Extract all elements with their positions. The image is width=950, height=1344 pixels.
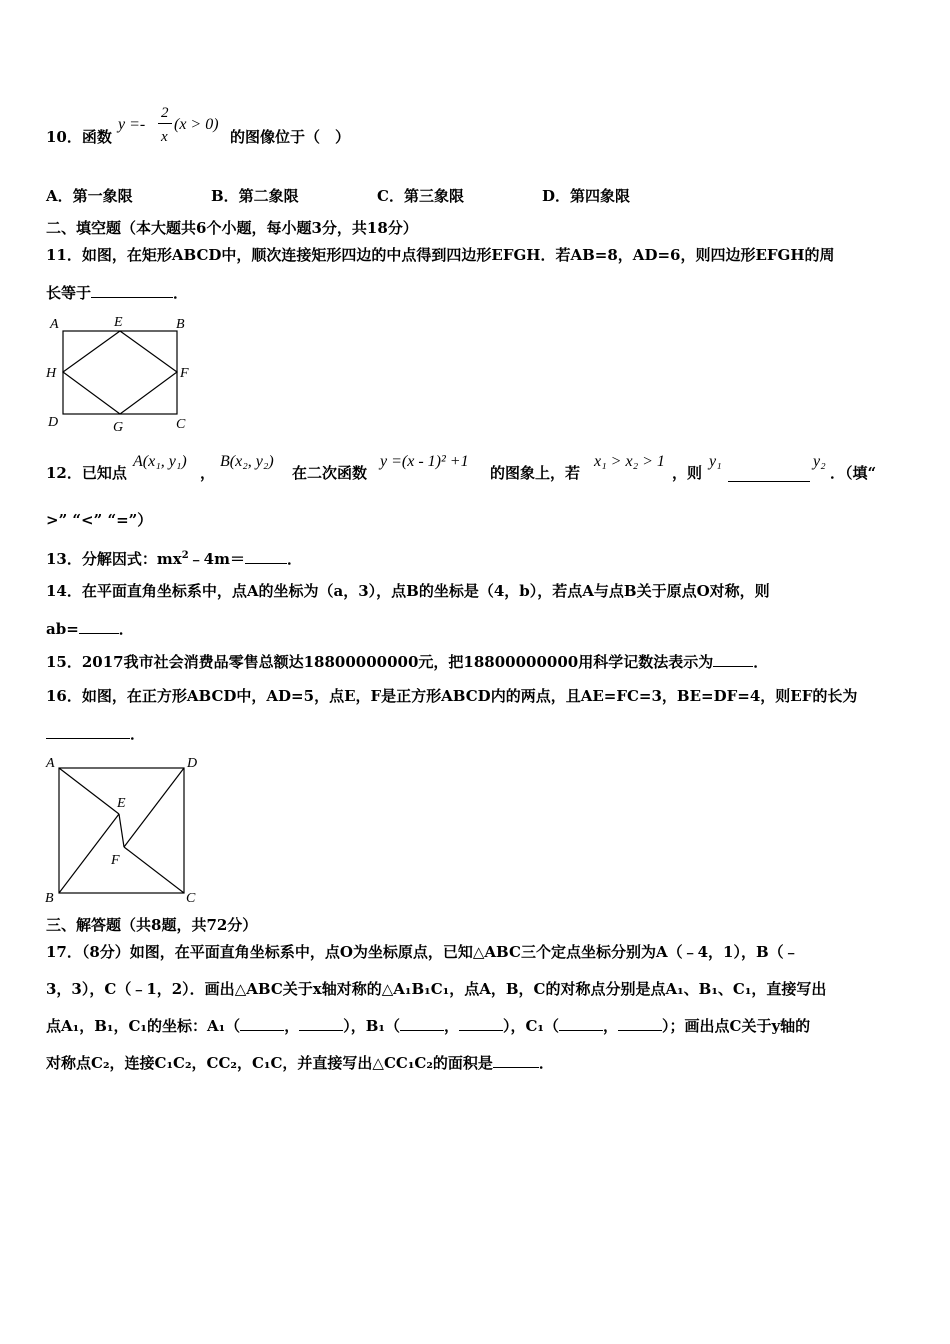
fig16-label-c: C <box>186 891 196 906</box>
q16-square-figure <box>40 752 210 907</box>
q17-a1-label: 点A₁，B₁，C₁的坐标：A₁（ <box>46 1017 241 1035</box>
q17-line3-tail: ）；画出点C关于y轴的 <box>662 1017 811 1035</box>
q17-line4 <box>46 1053 554 1073</box>
section-2-heading: 二、填空题（本大题共6个小题，每小题3分，共18分） <box>46 219 418 237</box>
q12-answer-blank[interactable] <box>728 463 810 482</box>
q10-frac-bar <box>158 123 172 124</box>
q12-mid: 在二次函数 <box>292 464 368 482</box>
q15-text: 15．2017我市社会消费品零售总额达18800000000元，把18800000000用科学记数法表示为 <box>46 653 714 671</box>
q14-answer-blank[interactable] <box>79 633 119 634</box>
segment-be <box>59 814 119 893</box>
fig11-label-e: E <box>114 315 123 330</box>
q17-end: ． <box>538 1054 554 1072</box>
q14-line1: 14．在平面直角坐标系中，点A的坐标为（a，3），点B的坐标是（4，b），若点A与点B关于原点O对称，则 <box>46 582 770 600</box>
q11-line1: 11．如图，在矩形ABCD中，顺次连接矩形四边的中点得到四边形EFGH．若AB=8，AD=6，则四边形EFGH的周 <box>46 246 835 264</box>
q17-line1: 17．（8分）如图，在平面直角坐标系中，点O为坐标原点，已知△ABC三个定点坐标分别为A（﹣4，1），B（﹣ <box>46 943 799 961</box>
fig16-label-e: E <box>117 796 126 811</box>
q14-end: ． <box>118 620 134 638</box>
segment-ae <box>59 768 119 814</box>
fig11-label-a: A <box>50 317 59 332</box>
q11-prefix: 长等于 <box>46 284 92 302</box>
q16-end: ． <box>130 725 146 743</box>
fig11-label-f: F <box>180 366 189 381</box>
q17-a1-y-blank[interactable] <box>299 1030 343 1031</box>
q16-answer-blank[interactable] <box>46 738 130 739</box>
section-3-heading: 三、解答题（共8题，共72分） <box>46 916 258 934</box>
q16-line2 <box>46 724 145 744</box>
q10-option-b: B．第二象限 <box>211 187 299 205</box>
q13-rest: ﹣4m＝ <box>188 550 245 568</box>
q10-frac-den: x <box>161 129 168 145</box>
fig16-label-a: A <box>46 756 55 771</box>
fig11-label-g: G <box>113 420 124 435</box>
q15 <box>46 652 768 672</box>
q12-y1: y₁ <box>709 453 722 470</box>
q12-point-a: A(x₁, y₁) <box>133 453 187 470</box>
segment-ef <box>119 814 124 847</box>
q10-formula-lhs: y =- <box>118 116 146 133</box>
q10-tail: 的图像位于（ ） <box>230 128 351 146</box>
q13-sup: 2 <box>181 550 189 561</box>
q16-line1: 16．如图，在正方形ABCD中，AD=5，点E，F是正方形ABCD内的两点，且AE=FC=3，BE=DF=4，则EF的长为 <box>46 687 858 705</box>
q12-mid2: 的图象上，若 <box>490 464 581 482</box>
fig11-label-c: C <box>176 417 186 432</box>
fig11-label-d: D <box>48 415 59 430</box>
segment-df <box>124 768 184 847</box>
fig16-label-f: F <box>111 853 120 868</box>
q12-y2: y₂ <box>813 453 826 470</box>
q17-area-blank[interactable] <box>493 1067 539 1068</box>
q17-comma: ， <box>602 1017 618 1035</box>
q13-end: ． <box>286 550 302 568</box>
q12-comma: ， <box>200 464 216 482</box>
fig16-label-b: B <box>45 891 54 906</box>
quadrilateral-efgh <box>63 331 177 414</box>
q17-b1-y-blank[interactable] <box>459 1030 503 1031</box>
q12-condition: x₁ > x₂ > 1 <box>594 453 665 470</box>
fig11-label-b: B <box>176 317 185 332</box>
q12-tail: ．（填“ <box>830 464 877 482</box>
q17-a1-x-blank[interactable] <box>240 1030 284 1031</box>
q10-frac-num: 2 <box>161 105 169 121</box>
q15-end: ． <box>753 653 769 671</box>
q11-rectangle-figure <box>40 308 200 436</box>
q17-comma: ， <box>443 1017 459 1035</box>
q17-line3 <box>46 1016 810 1036</box>
q13-text: 13．分解因式：mx <box>46 550 182 568</box>
segment-cf <box>124 847 184 893</box>
q15-answer-blank[interactable] <box>713 666 753 667</box>
q10-option-d: D．第四象限 <box>542 187 631 205</box>
q13 <box>46 546 302 569</box>
q12-point-b: B(x₂, y₂) <box>220 453 274 470</box>
fig11-label-h: H <box>46 366 57 381</box>
q11-line2 <box>46 283 188 303</box>
q17-b1-x-blank[interactable] <box>400 1030 444 1031</box>
q11-answer-blank[interactable] <box>91 297 173 298</box>
q14-line2 <box>46 619 134 639</box>
q12-function: y =(x - 1)² +1 <box>380 453 469 470</box>
q12-label: 12．已知点 <box>46 464 127 482</box>
q10-formula-cond: (x > 0) <box>174 116 219 133</box>
q17-comma: ， <box>284 1017 300 1035</box>
q17-c1-y-blank[interactable] <box>618 1030 662 1031</box>
q10-option-c: C．第三象限 <box>377 187 464 205</box>
q17-c1-x-blank[interactable] <box>559 1030 603 1031</box>
q17-line4-text: 对称点C₂，连接C₁C₂，CC₂，C₁C，并直接写出△CC₁C₂的面积是 <box>46 1054 493 1072</box>
rectangle-abcd <box>63 331 177 414</box>
q11-end: ． <box>173 284 189 302</box>
q17-line2: 3，3），C（﹣1，2）．画出△ABC关于x轴对称的△A₁B₁C₁，点A，B，C的对称点分别是点A₁、B₁、C₁，直接写出 <box>46 980 827 998</box>
q12-then: ，则 <box>672 464 703 482</box>
fig16-label-d: D <box>187 756 198 771</box>
q10-option-a: A．第一象限 <box>46 187 133 205</box>
q13-answer-blank[interactable] <box>245 563 287 564</box>
q17-b1-label: ），B₁（ <box>343 1017 400 1035</box>
q14-prefix: ab= <box>46 620 79 638</box>
q10-label: 10．函数 <box>46 128 112 146</box>
q12-line2: >” “<” “=”） <box>46 511 153 529</box>
q17-c1-label: ），C₁（ <box>502 1017 559 1035</box>
